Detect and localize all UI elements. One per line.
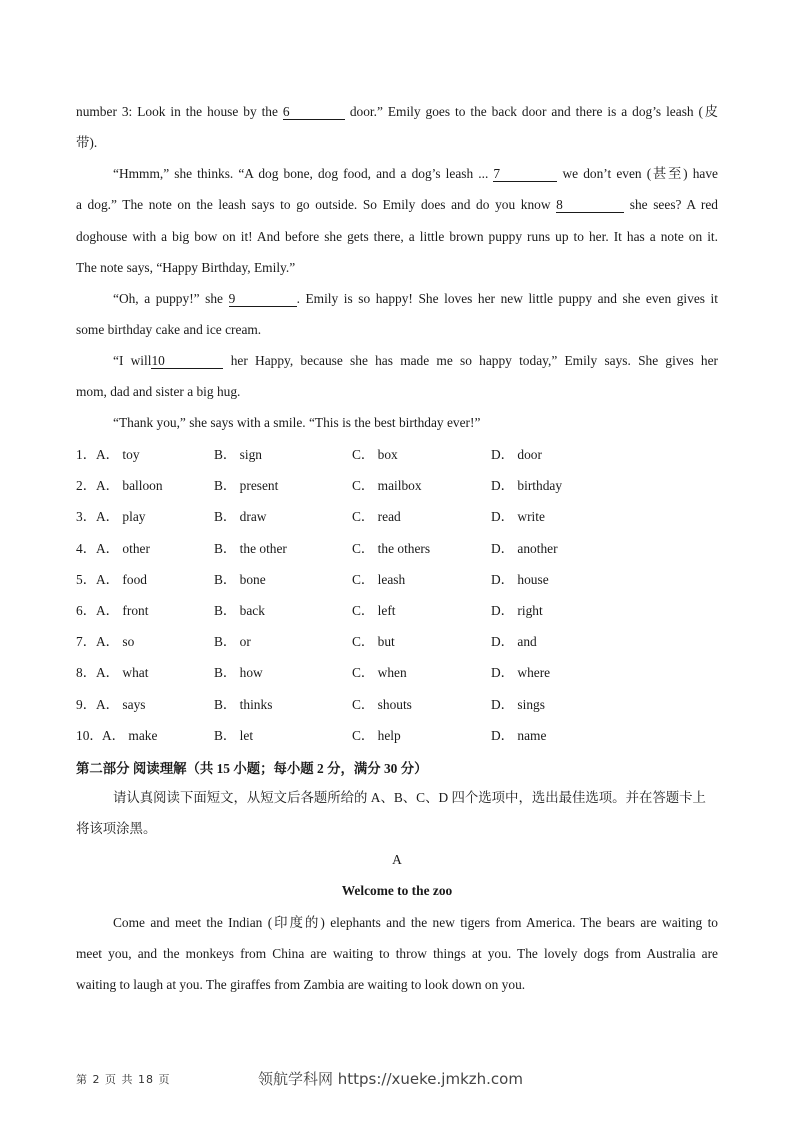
option-c[interactable]: C． mailbox	[352, 478, 422, 494]
option-d[interactable]: D． another	[491, 540, 558, 556]
section-title: 第二部分 阅读理解（共 15 小题；每小题 2 分，满分 30 分）	[76, 761, 428, 776]
article-line: waiting to laugh at you. The giraffes from Zambia are waiting to look down on you.	[76, 977, 526, 992]
text: we don’t even (甚至) have	[557, 166, 718, 181]
passage-line	[76, 196, 718, 214]
option-a[interactable]: A． play	[96, 509, 146, 525]
option-b[interactable]: B． thinks	[214, 696, 273, 712]
blank-10[interactable]: 10	[151, 354, 223, 369]
blank-7[interactable]: 7	[493, 167, 557, 182]
text: “I will	[113, 353, 152, 368]
passage-line: The note says, “Happy Birthday, Emily.”	[76, 260, 296, 275]
option-d[interactable]: D． door	[491, 447, 542, 462]
option-a[interactable]: A． what	[96, 665, 149, 681]
passage-line: “Thank you,” she says with a smile. “This is the best birthday ever!”	[113, 415, 481, 430]
passage-line: doghouse with a big bow on it! And before she gets there, a little brown puppy runs up to her. It has a note on it.	[76, 229, 718, 244]
option-a[interactable]: A． balloon	[96, 478, 163, 494]
text: her Happy, because she has made me so happy today,” Emily says. She gives her	[223, 353, 718, 368]
option-b[interactable]: B． how	[214, 665, 263, 681]
part-label: A	[392, 852, 402, 867]
option-c[interactable]: C． the others	[352, 540, 431, 556]
question-number: 8．	[76, 665, 97, 681]
page-number: 第 2 页 共 18 页	[76, 1073, 171, 1086]
option-a[interactable]: A． toy	[96, 447, 140, 462]
question-number: 7．	[76, 634, 97, 650]
question-number: 9．	[76, 696, 97, 712]
passage-line: mom, dad and sister a big hug.	[76, 384, 241, 399]
option-b[interactable]: B． draw	[214, 509, 267, 525]
option-c[interactable]: C． read	[352, 509, 401, 525]
option-d[interactable]: D． sings	[491, 696, 545, 712]
option-a[interactable]: A． food	[96, 571, 147, 587]
option-a[interactable]: A． front	[96, 603, 149, 618]
option-b[interactable]: B． present	[214, 478, 279, 494]
option-d[interactable]: D． where	[491, 665, 551, 681]
blank-8[interactable]: 8	[556, 198, 624, 213]
option-a[interactable]: A． so	[96, 634, 135, 650]
watermark: 领航学科网 https://xueke.jmkzh.com	[258, 1070, 523, 1088]
instruction-line: 将该项涂黑。	[76, 821, 157, 836]
option-a[interactable]: A． other	[96, 540, 150, 556]
passage-line	[76, 103, 718, 121]
passage-line: some birthday cake and ice cream.	[76, 322, 262, 337]
passage-line	[113, 165, 718, 183]
option-b[interactable]: B． the other	[214, 540, 287, 556]
option-c[interactable]: C． but	[352, 634, 395, 650]
passage-line	[113, 290, 718, 308]
text: “Oh, a puppy!” she	[113, 291, 229, 306]
article-line: Come and meet the Indian (印度的) elephants and the new tigers from America. The bears are waiting to	[113, 915, 718, 930]
text: “Hmmm,” she thinks. “A dog bone, dog food, and a dog’s leash ...	[113, 166, 494, 181]
option-a[interactable]: A． make	[102, 727, 158, 743]
article-line: meet you, and the monkeys from China are waiting to throw things at you. The lovely dogs from Australia are	[76, 946, 718, 961]
passage-line	[113, 352, 718, 370]
text: she sees? A red	[624, 197, 718, 212]
option-b[interactable]: B． back	[214, 603, 265, 618]
option-b[interactable]: B． let	[214, 727, 254, 743]
question-number: 2．	[76, 478, 97, 494]
option-d[interactable]: D． right	[491, 603, 543, 618]
article-title: Welcome to the zoo	[341, 883, 453, 898]
option-b[interactable]: B． bone	[214, 571, 266, 587]
option-a[interactable]: A． says	[96, 696, 146, 712]
option-c[interactable]: C． when	[352, 665, 407, 681]
option-c[interactable]: C． help	[352, 727, 401, 743]
passage-line: 带).	[76, 135, 98, 150]
option-b[interactable]: B． or	[214, 634, 251, 650]
option-d[interactable]: D． and	[491, 634, 537, 650]
blank-9[interactable]: 9	[229, 292, 297, 307]
option-c[interactable]: C． shouts	[352, 696, 412, 712]
text: number 3: Look in the house by the	[76, 104, 283, 119]
option-c[interactable]: C． leash	[352, 571, 406, 587]
question-number: 5．	[76, 571, 97, 587]
option-d[interactable]: D． house	[491, 571, 549, 587]
instruction-line: 请认真阅读下面短文，从短文后各题所给的 A、B、C、D 四个选项中，选出最佳选项。并在答题卡上	[113, 790, 706, 805]
question-number: 10．	[76, 727, 103, 743]
text: door.” Emily goes to the back door and there is a dog’s leash (皮	[344, 104, 718, 119]
question-number: 1．	[76, 447, 97, 462]
question-number: 3．	[76, 509, 97, 525]
option-b[interactable]: B． sign	[214, 447, 262, 462]
option-d[interactable]: D． write	[491, 509, 545, 525]
text: . Emily is so happy! She loves her new little puppy and she even gives it	[296, 291, 718, 306]
question-number: 4．	[76, 540, 97, 556]
option-d[interactable]: D． birthday	[491, 478, 563, 494]
option-c[interactable]: C． left	[352, 603, 396, 618]
text: a dog.” The note on the leash says to go outside. So Emily does and do you know	[76, 197, 557, 212]
question-number: 6．	[76, 603, 97, 618]
option-d[interactable]: D． name	[491, 727, 547, 743]
blank-6[interactable]: 6	[283, 105, 345, 120]
option-c[interactable]: C． box	[352, 447, 398, 462]
